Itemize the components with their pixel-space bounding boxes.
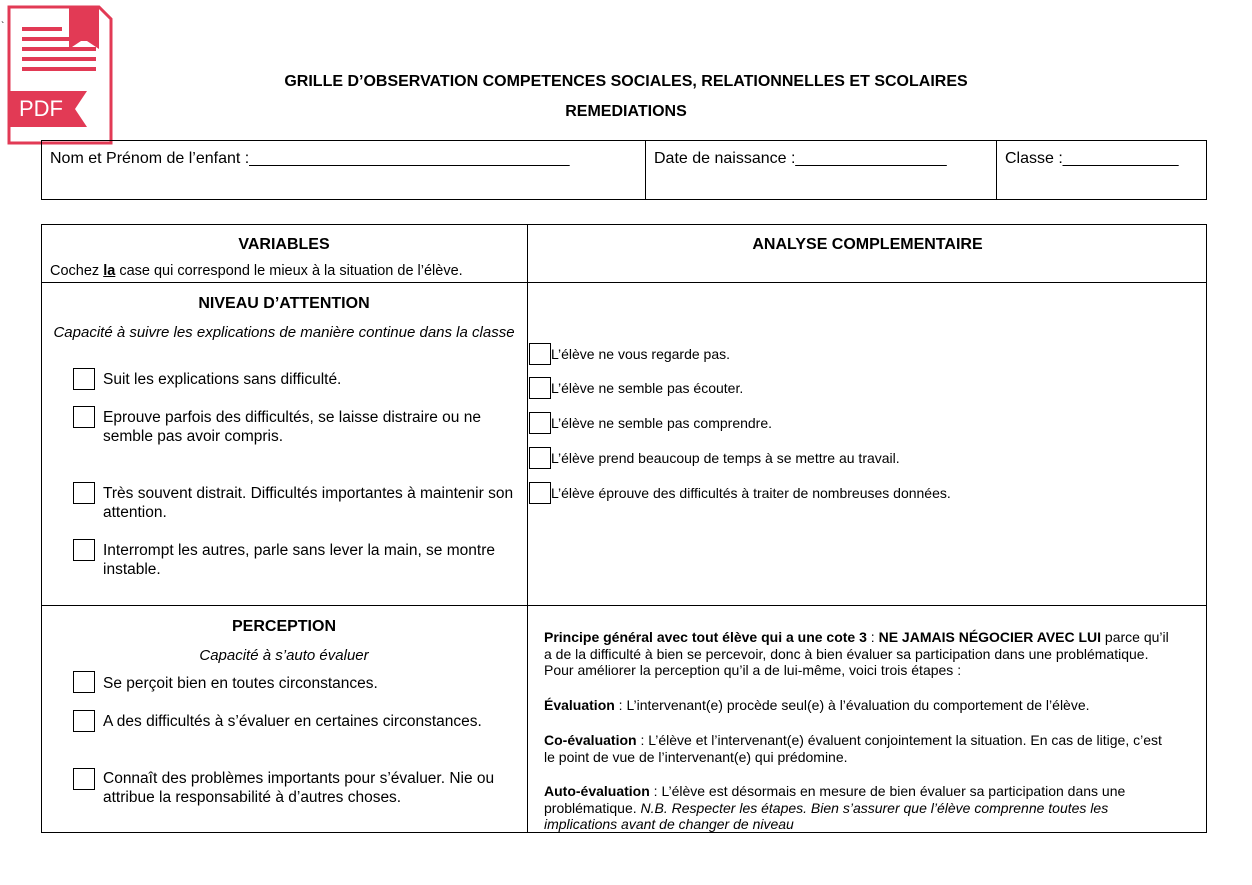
analysis-heading: ANALYSE COMPLEMENTAIRE — [752, 236, 983, 253]
name-field[interactable]: Nom et Prénom de l’enfant :____________________________________ — [50, 150, 570, 167]
perception-option-2-label: A des difficultés à s’évaluer en certaines circonstances. — [103, 713, 482, 730]
principle-lead: Principe général avec tout élève qui a une cote 3 — [544, 629, 867, 645]
instruction-text — [50, 262, 463, 280]
attention-option-2-checkbox[interactable] — [73, 406, 95, 428]
analysis-checkbox-5[interactable] — [529, 482, 551, 504]
identity-table — [41, 140, 1207, 200]
corner-mark: ` — [1, 21, 5, 32]
document-subtitle: REMEDIATIONS — [565, 103, 687, 120]
principle-rule: NE JAMAIS NÉGOCIER AVEC LUI — [878, 629, 1102, 645]
auto-evaluation-term: Auto-évaluation — [544, 783, 650, 799]
principle-rest: parce qu’il a de la difficulté à bien se percevoir, donc à bien évaluer sa participation dans une problématique. Pour améliorer la perception qu’il a de lui-même, voici trois étapes : — [544, 629, 1169, 678]
principle-sep: : — [866, 629, 879, 645]
evaluation-term: Évaluation — [544, 697, 615, 713]
grid-border — [41, 224, 42, 833]
analysis-checkbox-4[interactable] — [529, 447, 551, 469]
grid-divider — [41, 282, 1207, 283]
analysis-item-5: L’élève éprouve des difficultés à traiter de nombreuses données. — [551, 485, 951, 501]
attention-option-1-checkbox[interactable] — [73, 368, 95, 390]
grid-border — [41, 224, 1207, 225]
pdf-label: PDF — [19, 96, 63, 121]
document-title: GRILLE D’OBSERVATION COMPETENCES SOCIALES, RELATIONNELLES ET SCOLAIRES — [284, 73, 968, 90]
analysis-checkbox-1[interactable] — [529, 343, 551, 365]
attention-option-3-checkbox[interactable] — [73, 482, 95, 504]
analysis-item-1: L’élève ne vous regarde pas. — [551, 346, 731, 362]
perception-option-1-label: Se perçoit bien en toutes circonstances. — [103, 675, 378, 692]
perception-option-1-checkbox[interactable] — [73, 671, 95, 693]
analysis-checkbox-3[interactable] — [529, 412, 551, 434]
perception-option-3-label: Connaît des problèmes importants pour s’évaluer. Nie ou attribue la responsabilité à d’autres choses. — [103, 770, 495, 806]
birth-date-field[interactable]: Date de naissance :_________________ — [645, 141, 996, 199]
co-evaluation-text: : L’élève et l’intervenant(e) évaluent conjointement la situation. En cas de litige, c’est le point de vue de l’intervenant(e) qui prédomine. — [544, 732, 1162, 765]
attention-option-4-checkbox[interactable] — [73, 539, 95, 561]
evaluation-paragraph — [544, 697, 1174, 714]
instruction-post: case qui correspond le mieux à la situation de l’élève. — [115, 263, 463, 279]
auto-evaluation-text: : L’élève est désormais en mesure de bien évaluer sa participation dans une problématique. — [544, 783, 1126, 816]
attention-description: Capacité à suivre les explications de manière continue dans la classe — [53, 324, 515, 341]
attention-option-4-label: Interrompt les autres, parle sans lever la main, se montre instable. — [103, 542, 495, 578]
attention-heading: NIVEAU D’ATTENTION — [198, 295, 370, 312]
analysis-checkbox-2[interactable] — [529, 377, 551, 399]
instruction-pre: Cochez — [50, 263, 104, 279]
grid-border — [1206, 224, 1207, 833]
analysis-item-2: L’élève ne semble pas écouter. — [551, 380, 744, 396]
analysis-item-4: L’élève prend beaucoup de temps à se mettre au travail. — [551, 450, 900, 466]
perception-option-3-checkbox[interactable] — [73, 768, 95, 790]
analysis-item-3: L’élève ne semble pas comprendre. — [551, 415, 773, 431]
co-evaluation-term: Co-évaluation — [544, 732, 637, 748]
perception-heading: PERCEPTION — [231, 618, 336, 635]
principle-paragraph — [544, 629, 1174, 679]
observation-grid — [41, 224, 1207, 833]
perception-description: Capacité à s’auto évaluer — [199, 647, 369, 664]
co-evaluation-paragraph — [544, 732, 1174, 765]
grid-divider — [41, 605, 1207, 606]
attention-option-2-label: Eprouve parfois des difficultés, se laisse distraire ou ne semble pas avoir compris. — [103, 409, 481, 445]
auto-evaluation-paragraph — [544, 783, 1174, 833]
attention-option-1-label: Suit les explications sans difficulté. — [103, 371, 342, 388]
evaluation-text: : L’intervenant(e) procède seul(e) à l’évaluation du comportement de l’élève. — [614, 697, 1090, 713]
variables-heading: VARIABLES — [238, 236, 330, 253]
auto-evaluation-note: N.B. Respecter les étapes. Bien s’assurer que l’élève comprenne toutes les implications avant de changer de niveau — [544, 799, 1109, 832]
grid-divider — [527, 224, 528, 833]
perception-option-2-checkbox[interactable] — [73, 710, 95, 732]
instruction-emphasis: la — [103, 263, 116, 279]
attention-option-3-label: Très souvent distrait. Difficultés importantes à maintenir son attention. — [103, 485, 514, 521]
class-field[interactable]: Classe :_____________ — [996, 141, 1206, 199]
